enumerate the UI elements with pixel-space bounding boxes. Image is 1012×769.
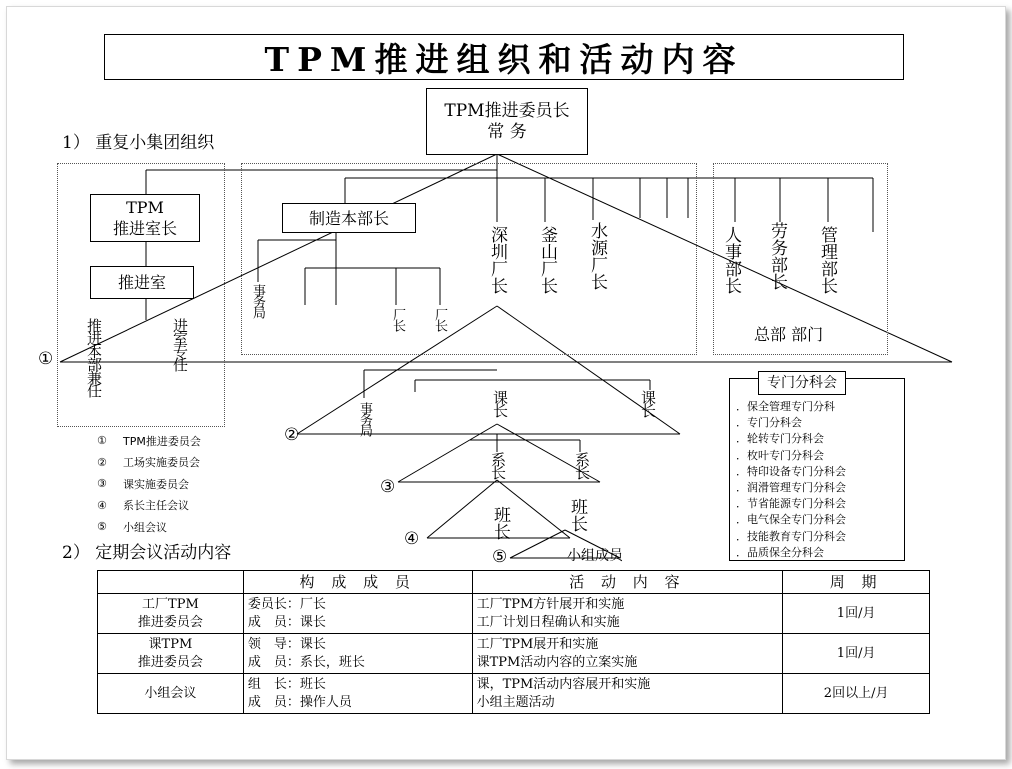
content-cell xyxy=(472,674,783,714)
table-row xyxy=(98,594,930,634)
cell-line: 小组会议 xyxy=(144,685,197,701)
cell-line: 小组主题活动 xyxy=(476,694,555,710)
tpm-office-label: 推进室 xyxy=(117,273,166,292)
table-header-cell: 构 成 成 员 xyxy=(243,571,472,594)
committee-item: ．节省能源专门分科会 xyxy=(736,497,846,511)
cell-line: 课，TPM活动内容展开和实施 xyxy=(476,676,651,692)
committee-item: ．专门分科会 xyxy=(736,416,802,430)
cell-line: 工厂TPM方针展开和实施 xyxy=(476,596,625,612)
legend-text: 小组会议 xyxy=(123,520,167,534)
meeting-marker-2: ② xyxy=(284,425,300,445)
committee-item: ．品质保全分科会 xyxy=(736,545,824,559)
members-cell xyxy=(243,674,472,714)
shenzhen-plant-chief: 深圳厂长 xyxy=(487,226,507,294)
period-cell: 1回/月 xyxy=(783,594,930,634)
hq-dept-label: 总部 部门 xyxy=(754,325,824,344)
legend-item xyxy=(97,430,201,452)
special-committee-title: 专门分科会 xyxy=(758,371,846,395)
manufacturing-head-box xyxy=(282,203,416,233)
cell-line: 推进委员会 xyxy=(137,654,203,670)
table-row xyxy=(98,634,930,674)
busan-plant-chief: 釜山厂长 xyxy=(537,226,557,294)
cell-line: 组 长：班长 xyxy=(247,676,326,692)
meeting-marker-4: ④ xyxy=(404,529,420,549)
legend-item xyxy=(97,473,201,495)
group-members-label: 小组成员 xyxy=(567,548,623,564)
meeting-name-cell xyxy=(98,674,244,714)
page-title: TPM推进组织和活动内容 xyxy=(264,39,744,79)
sub-chief-a-label: 系长 xyxy=(489,452,507,478)
cell-line: 领 导：课长 xyxy=(247,636,326,652)
committee-item: ．特印设备专门分科会 xyxy=(736,464,846,478)
table-header-cell xyxy=(98,571,244,594)
committee-item: ．保全管理专门分科 xyxy=(736,400,835,413)
meeting-name-cell xyxy=(98,634,244,674)
legend-text: TPM推进委员会 xyxy=(123,434,201,448)
title-box xyxy=(104,34,904,80)
section1-heading: 1） 重复小集团组织 xyxy=(62,133,215,153)
sub-chief-b-label: 系长 xyxy=(573,452,591,478)
meeting-table xyxy=(97,570,930,714)
committee-item: ．电气保全专门分科会 xyxy=(736,513,846,527)
cell-line: 成 员：操作人员 xyxy=(247,694,352,710)
factory-chief-a-label: 厂长 xyxy=(390,308,405,330)
legend-text: 工场实施委员会 xyxy=(123,456,200,470)
table-row xyxy=(98,674,930,714)
team-leader-a-label: 班长 xyxy=(490,506,510,540)
committee-item: ．技能教育专门分科会 xyxy=(736,529,846,543)
legend-text: 系长主任会议 xyxy=(123,499,189,513)
cell-line: 推进委员会 xyxy=(137,614,203,630)
office-note-left: 推进本部兼任 xyxy=(85,318,103,396)
legend-num: ① xyxy=(97,434,107,448)
labor-dept-chief: 劳务部长 xyxy=(767,222,787,290)
committee-item: ．枚叶专门分科会 xyxy=(736,448,824,462)
tpm-committee-chair-subtitle: 常 务 xyxy=(487,121,527,142)
manufacturing-head-label: 制造本部长 xyxy=(308,208,389,228)
legend-num: ③ xyxy=(97,477,107,491)
meeting-legend xyxy=(97,430,201,538)
tpm-office-head-line2: 推进室长 xyxy=(112,219,177,238)
cell-line: 工厂TPM展开和实施 xyxy=(476,636,599,652)
table-header-row xyxy=(98,571,930,594)
legend-text: 课实施委员会 xyxy=(123,477,189,491)
office-note-right: 进室专任 xyxy=(171,318,189,370)
factory-group-container xyxy=(241,163,697,355)
tpm-office-head-box xyxy=(90,194,200,242)
section2-heading: 2） 定期会议活动内容 xyxy=(62,543,232,563)
committee-item: ．润滑管理专门分科会 xyxy=(736,481,846,495)
team-leader-b-label: 班长 xyxy=(567,498,587,532)
tpm-office-head-line1: TPM xyxy=(126,198,164,217)
special-committee-box xyxy=(729,375,905,561)
factory-chief-b-label: 厂长 xyxy=(432,308,447,330)
content-cell xyxy=(472,594,783,634)
period-cell: 1回/月 xyxy=(783,634,930,674)
legend-num: ② xyxy=(97,455,107,469)
cell-line: 工厂计划日程确认和实施 xyxy=(476,614,620,630)
admin-dept-chief: 管理部长 xyxy=(817,226,837,294)
cell-line: 课TPM xyxy=(148,636,193,652)
suwon-plant-chief: 水源厂长 xyxy=(587,222,607,290)
tpm-committee-chair-title: TPM推进委员长 xyxy=(444,100,570,121)
section-chief-b-label: 课长 xyxy=(639,390,657,416)
period-cell: 2回以上/月 xyxy=(783,674,930,714)
legend-num: ④ xyxy=(97,498,107,512)
content-cell xyxy=(472,634,783,674)
table-header-cell: 周 期 xyxy=(783,571,930,594)
affairs-bureau-label: 事务局 xyxy=(250,284,265,317)
cell-line: 成 员：系长，班长 xyxy=(247,654,365,670)
meeting-marker-1: ① xyxy=(38,349,54,369)
table-header-cell: 活 动 内 容 xyxy=(472,571,783,594)
committee-item: ．轮转专门分科会 xyxy=(736,432,824,446)
section-chief-a-label: 课长 xyxy=(491,390,509,416)
hr-dept-chief: 人事部长 xyxy=(721,226,741,294)
cell-line: 成 员：课长 xyxy=(247,614,326,630)
legend-num: ⑤ xyxy=(97,520,107,534)
meeting-name-cell xyxy=(98,594,244,634)
cell-line: 课TPM活动内容的立案实施 xyxy=(476,654,638,670)
meeting-marker-3: ③ xyxy=(380,477,396,497)
cell-line: 工厂TPM xyxy=(142,596,199,612)
tpm-office-box xyxy=(90,266,194,299)
affairs-bureau-2-label: 事务局 xyxy=(357,402,372,435)
legend-item xyxy=(97,516,201,538)
meeting-marker-5: ⑤ xyxy=(492,547,508,567)
tpm-committee-chair-box xyxy=(426,88,588,155)
members-cell xyxy=(243,634,472,674)
legend-item xyxy=(97,495,201,517)
members-cell xyxy=(243,594,472,634)
cell-line: 委员长：厂长 xyxy=(247,596,326,612)
legend-item xyxy=(97,452,201,474)
